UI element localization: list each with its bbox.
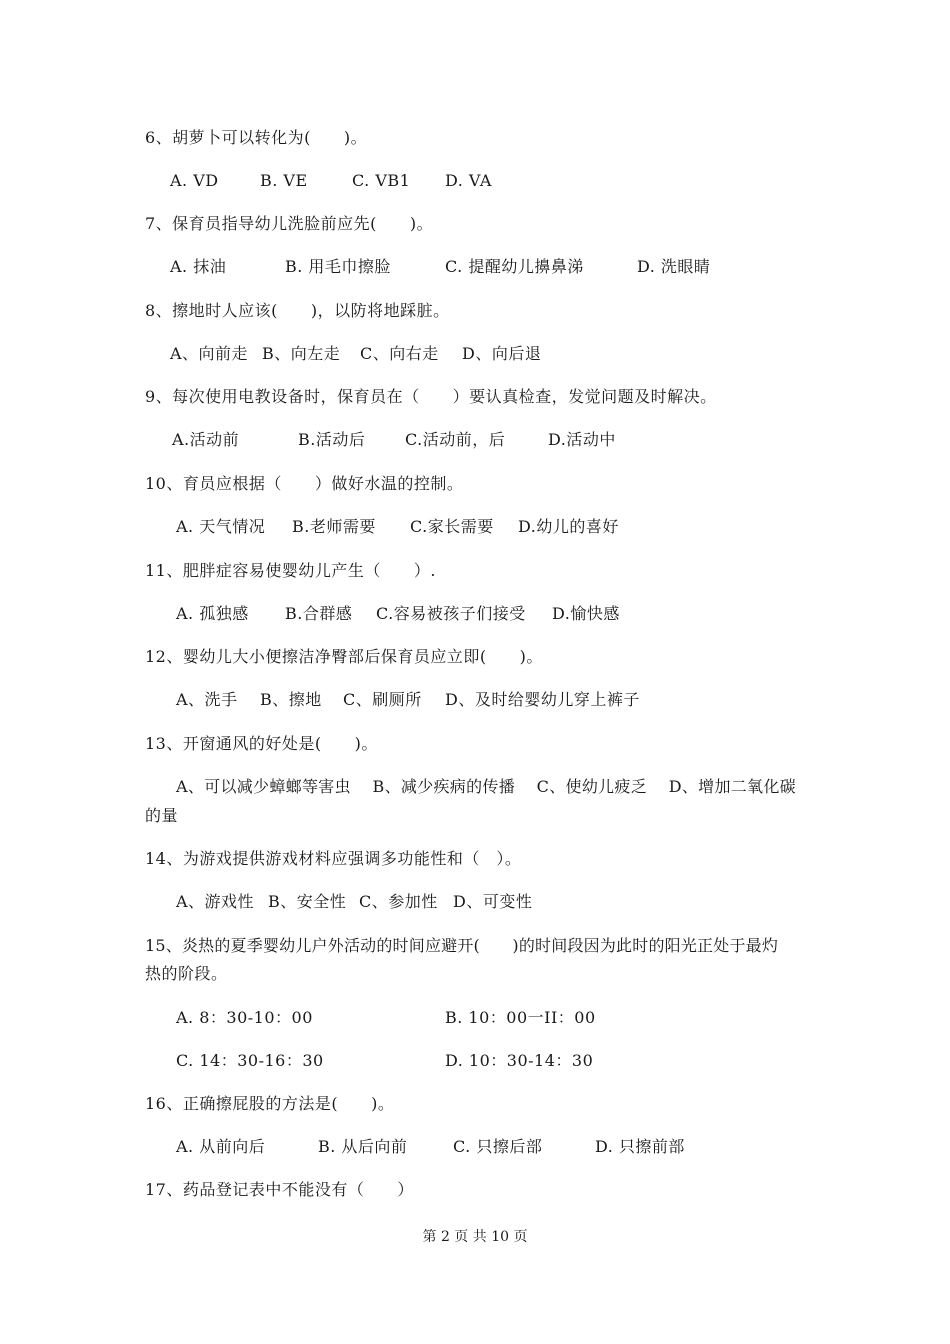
option-d: D、向后退 [462, 344, 542, 363]
question-8-options [0, 344, 950, 364]
question-15-options-row1 [0, 1008, 950, 1028]
option-b: B.合群感 [285, 604, 353, 623]
option-d: D.活动中 [548, 430, 616, 449]
option-d: D. VA [445, 171, 492, 190]
option-b: B. 从后向前 [318, 1137, 408, 1156]
option-c: C.容易被孩子们接受 [376, 604, 526, 623]
option-b: B. VE [260, 171, 308, 190]
option-a: A. 从前向后 [176, 1137, 266, 1156]
question-16: 16、正确擦屁股的方法是( )。 [145, 1094, 395, 1113]
option-c: C. 14：30-16：30 [176, 1051, 324, 1070]
question-13: 13、开窗通风的好处是( )。 [145, 734, 378, 753]
option-b: B. 用毛巾擦脸 [285, 257, 391, 276]
option-d: D.幼儿的喜好 [518, 517, 619, 536]
option-b: B、安全性 [268, 892, 347, 911]
question-11-options [0, 604, 950, 624]
option-b: B.老师需要 [292, 517, 376, 536]
question-9-options [0, 430, 950, 450]
option-a: A、洗手 [176, 690, 238, 709]
option-d: D. 只擦前部 [595, 1137, 685, 1156]
question-13-options-cont: 的量 [145, 806, 179, 825]
question-7: 7、保育员指导幼儿洗脸前应先( )。 [145, 214, 434, 233]
option-a: A. 8：30-10：00 [176, 1008, 313, 1027]
question-12-options [0, 690, 950, 710]
question-7-options [0, 257, 950, 277]
option-c: C.活动前，后 [405, 430, 506, 449]
option-b: B. 10：00一II：00 [445, 1008, 596, 1027]
question-11: 11、肥胖症容易使婴幼儿产生（ ）. [145, 561, 436, 580]
question-9: 9、每次使用电教设备时，保育员在（ ）要认真检查，发觉问题及时解决。 [145, 387, 717, 406]
option-c: C. 只擦后部 [453, 1137, 543, 1156]
option-c: C、参加性 [359, 892, 438, 911]
question-17: 17、药品登记表中不能没有（ ） [145, 1180, 414, 1199]
option-d: D、可变性 [453, 892, 533, 911]
question-14: 14、为游戏提供游戏材料应强调多功能性和（ ）。 [145, 849, 522, 868]
question-10-options [0, 517, 950, 537]
option-c: C、刷厕所 [343, 690, 422, 709]
option-b: B、擦地 [260, 690, 322, 709]
option-a: A、游戏性 [176, 892, 255, 911]
option-b: B.活动后 [298, 430, 366, 449]
option-a: A. VD [170, 171, 219, 190]
page-footer: 第 2 页 共 10 页 [422, 1229, 528, 1245]
option-c: C. 提醒幼儿擤鼻涕 [445, 257, 584, 276]
option-d: D. 10：30-14：30 [445, 1051, 594, 1070]
option-c: C、向右走 [360, 344, 439, 363]
question-16-options [0, 1137, 950, 1157]
option-d: D、及时给婴幼儿穿上裤子 [445, 690, 640, 709]
question-15-cont: 热的阶段。 [145, 964, 228, 983]
question-10: 10、育员应根据（ ）做好水温的控制。 [145, 474, 464, 493]
question-14-options [0, 892, 950, 912]
option-c: C.家长需要 [410, 517, 494, 536]
question-6: 6、胡萝卜可以转化为( )。 [145, 128, 368, 147]
option-c: C. VB1 [352, 171, 411, 190]
option-a: A、向前走 [170, 344, 249, 363]
option-d: D. 洗眼睛 [637, 257, 711, 276]
option-d: D.愉快感 [552, 604, 620, 623]
option-a: A. 天气情况 [176, 517, 266, 536]
question-13-options: A、可以减少蟑螂等害虫 B、减少疾病的传播 C、使幼儿疲乏 D、增加二氧化碳 [176, 777, 796, 796]
question-6-options [0, 171, 950, 191]
option-b: B、向左走 [262, 344, 341, 363]
question-15-options-row2 [0, 1051, 950, 1071]
question-15: 15、炎热的夏季婴幼儿户外活动的时间应避开( )的时间段因为此时的阳光正处于最灼 [145, 936, 779, 955]
question-8: 8、擦地时人应该( )，以防将地踩脏。 [145, 301, 450, 320]
option-a: A. 孤独感 [176, 604, 249, 623]
question-12: 12、婴幼儿大小便擦洁净臀部后保育员应立即( )。 [145, 647, 543, 666]
option-a: A. 抹油 [170, 257, 227, 276]
option-a: A.活动前 [172, 430, 240, 449]
